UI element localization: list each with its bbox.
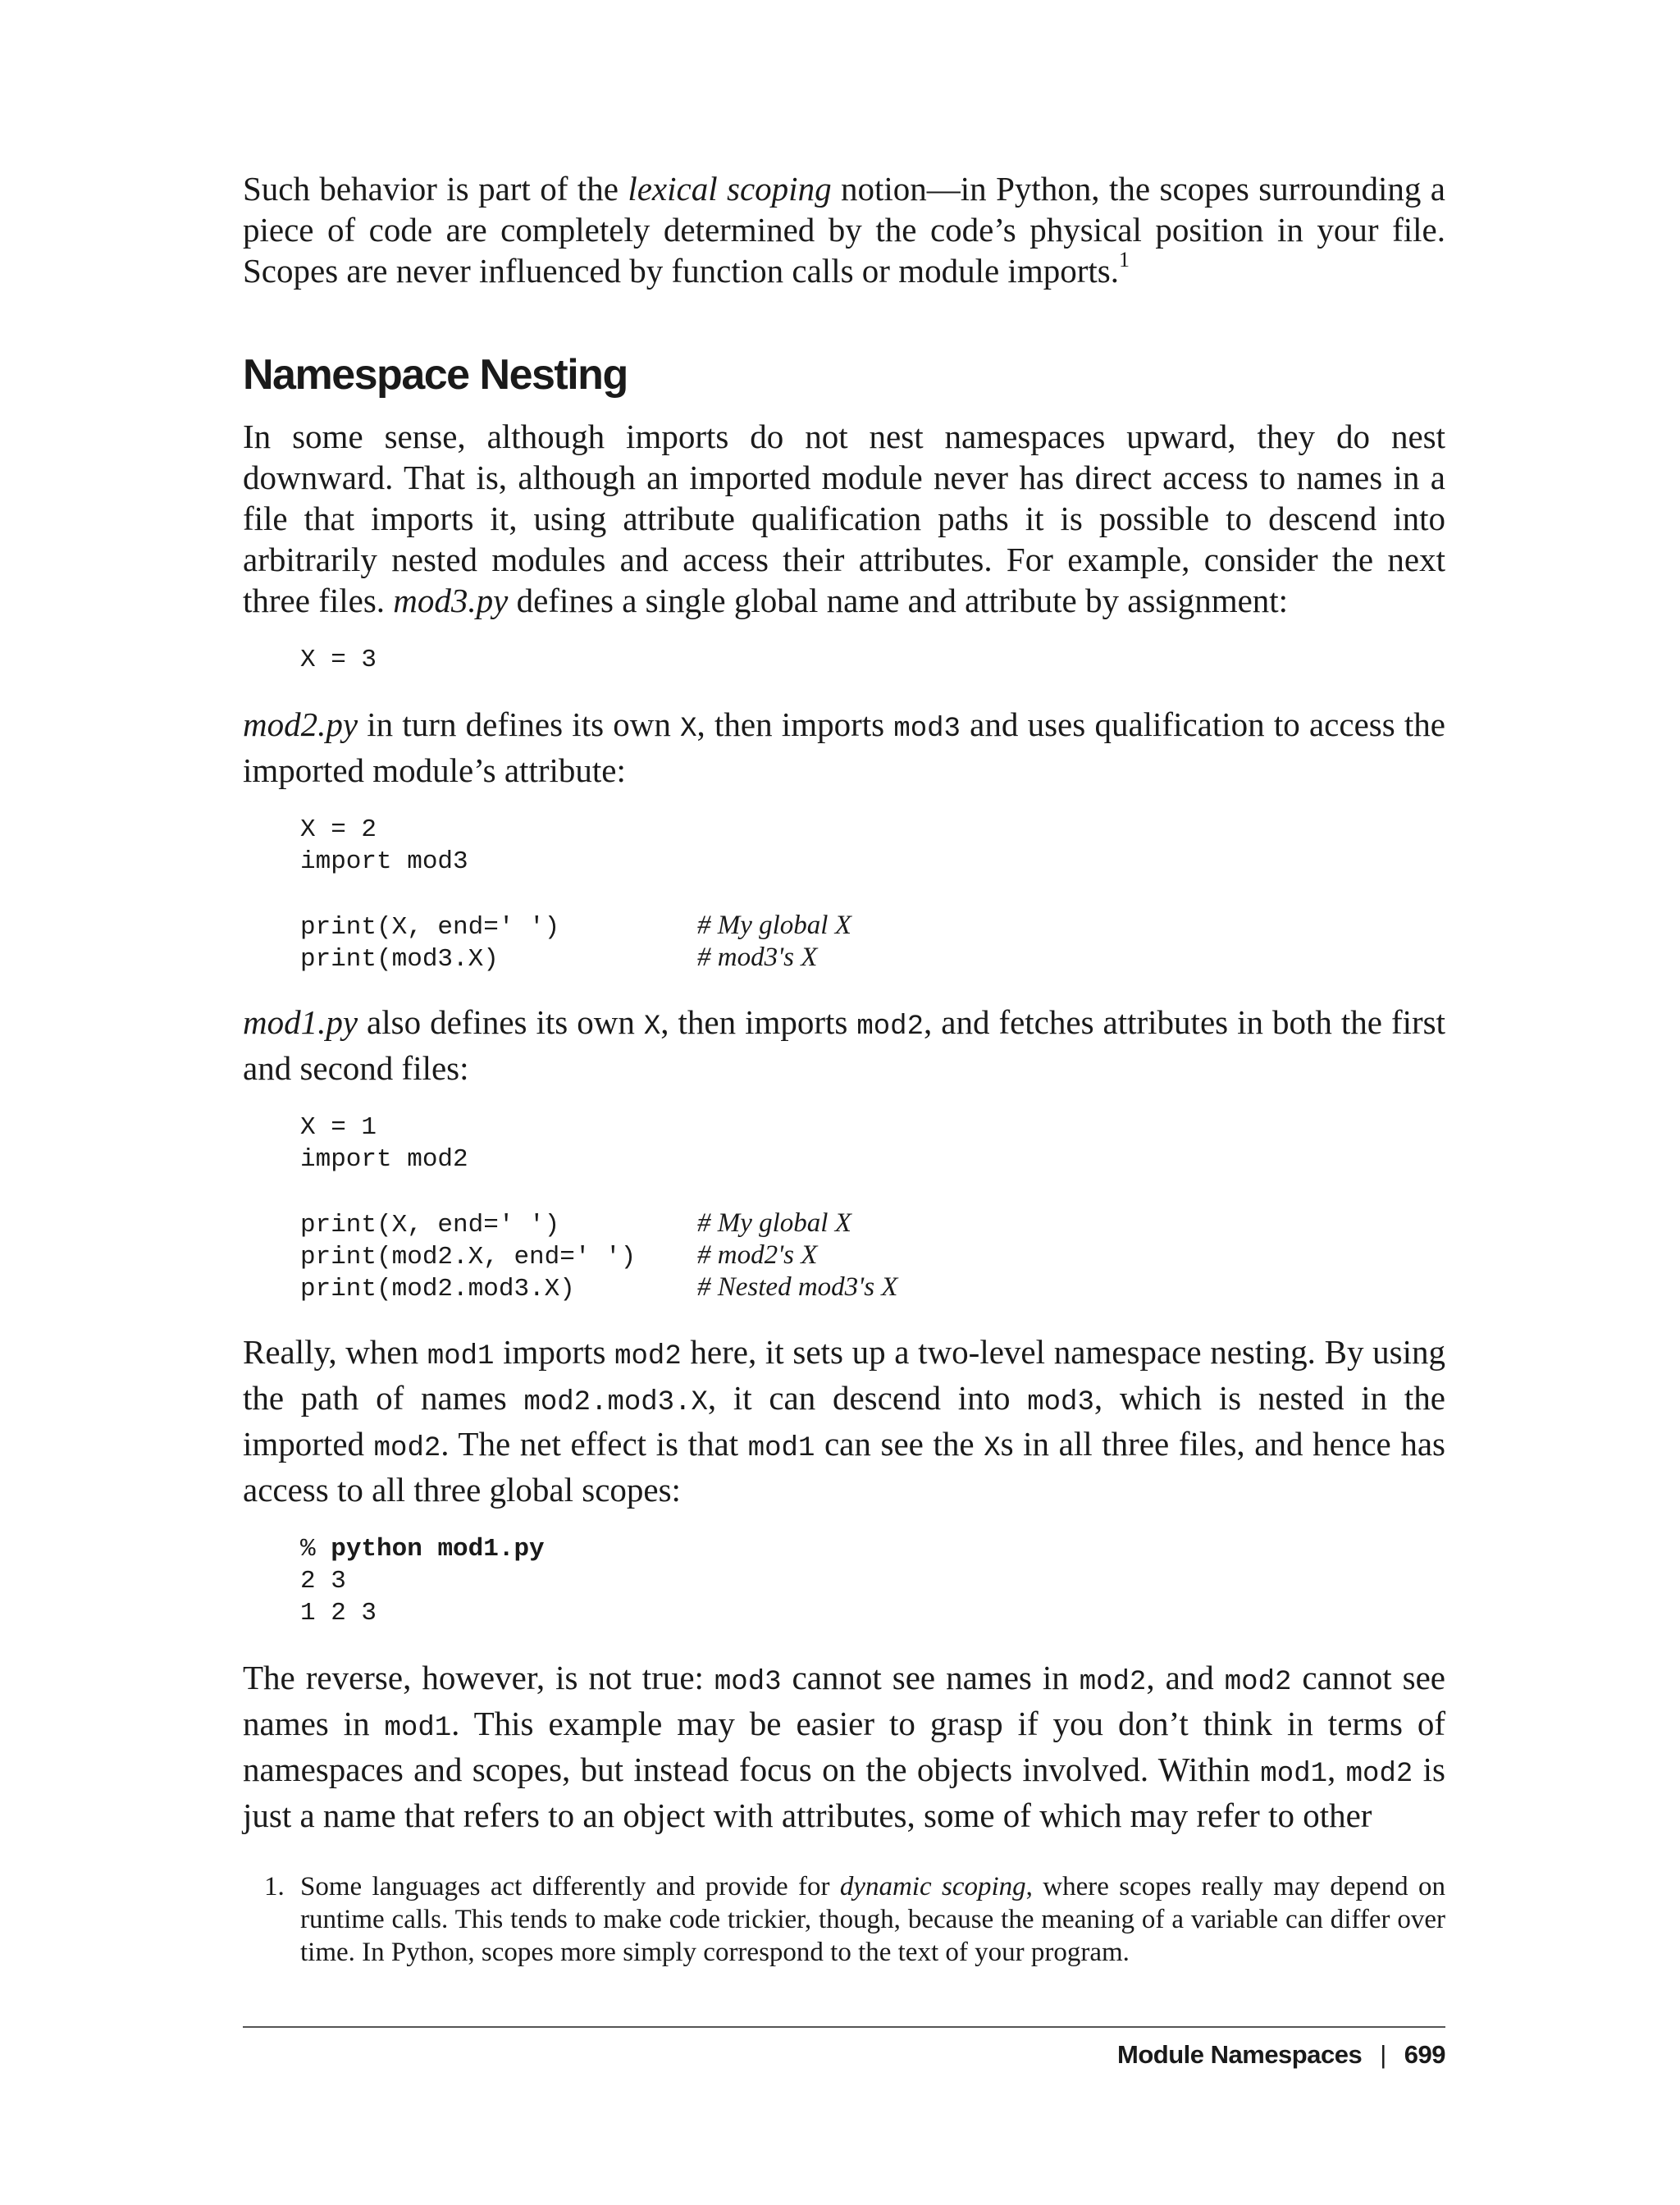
- page-body: [243, 168, 1445, 1859]
- page-footer: [1117, 2038, 1445, 2071]
- code-line: print(mod2.mod3.X) # Nested mod3's X: [300, 1272, 898, 1303]
- page-number: 699: [1404, 2040, 1445, 2069]
- paragraph-mod2: mod2.py in turn defines its own X, then imports mod3 and uses qualification to access the imported module’s attribute:: [243, 705, 1446, 789]
- code-line: print(X, end=' ') # My global X: [300, 1208, 851, 1239]
- code-comment: # mod3's X: [697, 943, 818, 972]
- code-line: X = 3: [300, 646, 377, 674]
- footnote-ref[interactable]: 1: [1118, 248, 1130, 272]
- shell-output-line: 1 2 3: [300, 1599, 377, 1628]
- footnote-text: Some languages act differently and provide for dynamic scoping, where scopes really may depend on runtime calls. This tends to make code trickier, though, because the meaning of a variable can differ over time. In Python, scopes more simply correspond to the text of your program.: [300, 1872, 1446, 1967]
- code-line: X = 2: [300, 815, 377, 844]
- code-line: import mod3: [300, 847, 468, 876]
- code-line: X = 1: [300, 1113, 377, 1142]
- code-line: import mod2: [300, 1145, 468, 1174]
- paragraph-intro: In some sense, although imports do not nest namespaces upward, they do nest downward. That is, although an imported module never has direct access to names in a file that imports it, using attribute qualification paths it is possible to descend into arbitrarily nested modules and access their attributes. For example, consider the next three files. mod3.py defines a single global name and attribute by assignment:: [243, 418, 1445, 619]
- code-shell-session: [300, 1533, 1445, 1629]
- code-line: print(mod2.X, end=' ') # mod2's X: [300, 1240, 818, 1271]
- code-comment: # mod2's X: [697, 1240, 818, 1270]
- code-mod3: [300, 644, 1445, 676]
- footer-rule: [243, 2026, 1445, 2028]
- shell-output-line: 2 3: [300, 1567, 346, 1596]
- code-line: print(X, end=' ') # My global X: [300, 911, 851, 942]
- paragraph-nesting: Really, when mod1 imports mod2 here, it sets up a two-level namespace nesting. By using the path of names mod2.mod3.X, it can descend into mod3, which is nested in the imported mod2. The net effect is that mod1 can see the Xs in all three files, and hence has access to all three global scopes:: [243, 1333, 1445, 1509]
- code-mod1: [300, 1112, 1445, 1303]
- paragraph-mod1: mod1.py also defines its own X, then imports mod2, and fetches attributes in both the first and second files:: [243, 1003, 1446, 1087]
- code-comment: # My global X: [697, 1208, 851, 1238]
- paragraph-reverse: The reverse, however, is not true: mod3 cannot see names in mod2, and mod2 cannot see names in mod1. This example may be easier to grasp if you don’t think in terms of namespaces and scopes, but instead focus on the objects involved. Within mod1, mod2 is just a name that refers to an object with attributes, some of which may refer to other: [243, 1659, 1445, 1834]
- code-comment: # Nested mod3's X: [697, 1272, 898, 1302]
- shell-command-line: % python mod1.py: [300, 1535, 545, 1564]
- paragraph-lexical-scoping: Such behavior is part of the lexical scoping notion—in Python, the scopes surrounding a piece of code are completely determined by the code’s physical position in your file. Scopes are never influenced by function calls or module imports.$^1$: [243, 170, 1445, 290]
- code-mod2: [300, 814, 1445, 974]
- code-line: print(mod3.X) # mod3's X: [300, 943, 818, 974]
- footnote: [243, 1870, 1445, 1969]
- footnote-number: 1.: [264, 1872, 285, 1901]
- running-footer-title: Module Namespaces: [1117, 2040, 1363, 2069]
- code-comment: # My global X: [697, 911, 851, 940]
- section-heading: Namespace Nesting: [243, 351, 628, 399]
- footer-separator: |: [1380, 2040, 1386, 2069]
